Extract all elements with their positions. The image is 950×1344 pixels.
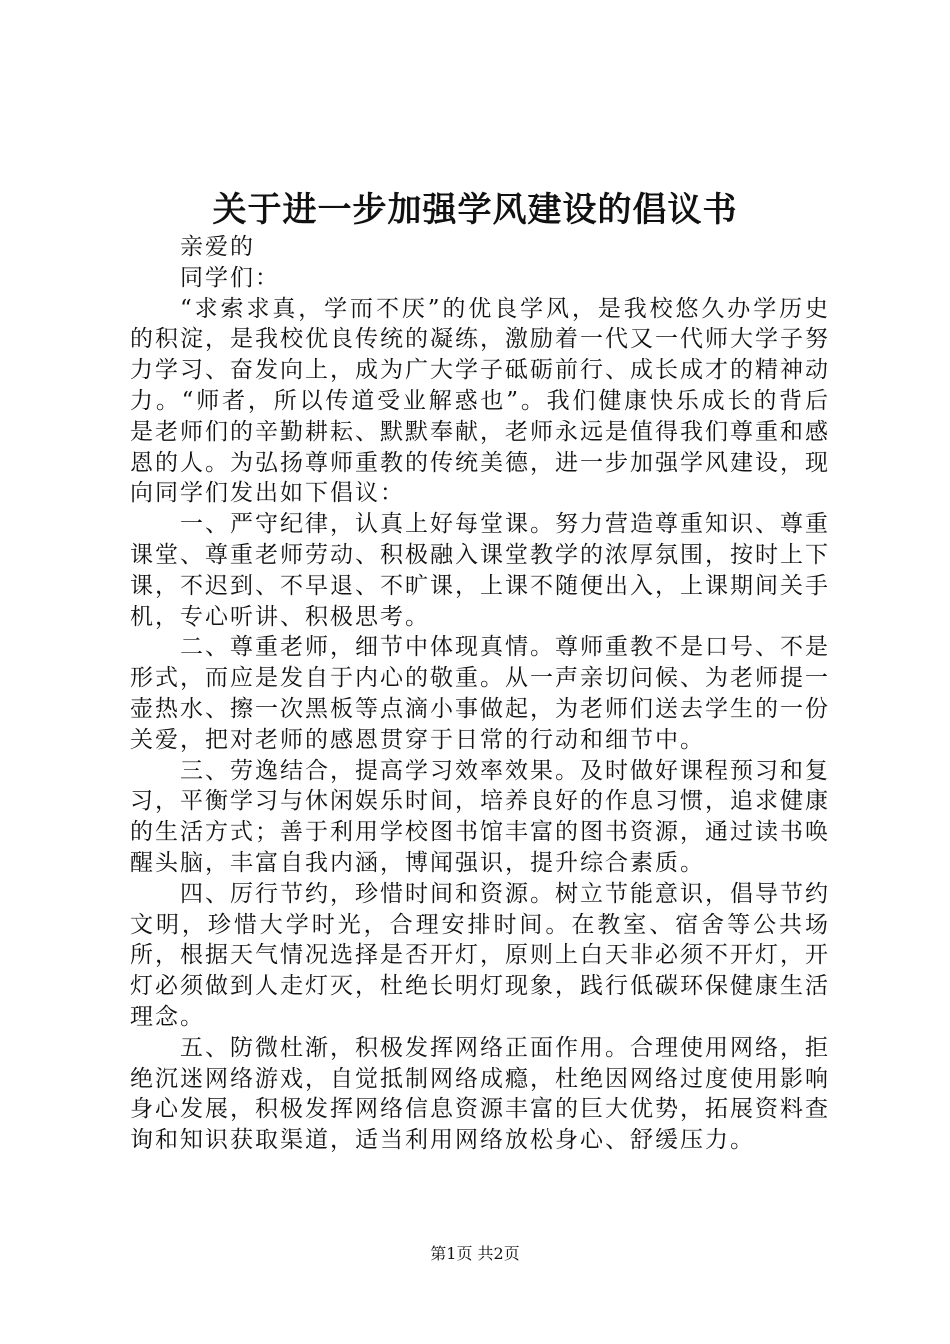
paragraph-proposal-2: 二、尊重老师，细节中体现真情。尊师重教不是口号、不是形式，而应是发自于内心的敬重。从一声亲切问候、为老师提一壶热水、擦一次黑板等点滴小事做起，为老师们送去学生的一份关爱，把对老师的感恩贯穿于日常的行动和细节中。 — [130, 634, 830, 753]
paragraph-proposal-3: 三、劳逸结合，提高学习效率效果。及时做好课程预习和复习，平衡学习与休闲娱乐时间，培养良好的作息习惯，追求健康的生活方式；善于利用学校图书馆丰富的图书资源，通过读书唤醒头脑，丰富自我内涵，博闻强识，提升综合素质。 — [130, 757, 830, 876]
document-title: 关于进一步加强学风建设的倡议书 — [212, 190, 738, 230]
paragraph-proposal-1: 一、严守纪律，认真上好每堂课。努力营造尊重知识、尊重课堂、尊重老师劳动、积极融入课堂教学的浓厚氛围，按时上下课，不迟到、不早退、不旷课，上课不随便出入，上课期间关手机，专心听讲、积极思考。 — [130, 511, 830, 630]
paragraph-proposal-4: 四、厉行节约，珍惜时间和资源。树立节能意识，倡导节约文明，珍惜大学时光，合理安排时间。在教室、宿舍等公共场所，根据天气情况选择是否开灯，原则上白天非必须不开灯，开灯必须做到人走灯灭，杜绝长明灯现象，践行低碳环保健康生活理念。 — [130, 880, 830, 1030]
paragraph-proposal-5: 五、防微杜渐，积极发挥网络正面作用。合理使用网络，拒绝沉迷网络游戏，自觉抵制网络成瘾，杜绝因网络过度使用影响身心发展，积极发挥网络信息资源丰富的巨大优势，拓展资料查询和知识获取渠道，适当利用网络放松身心、舒缓压力。 — [130, 1034, 830, 1154]
document-body — [130, 232, 830, 1156]
paragraph-intro: “求索求真，学而不厌”的优良学风，是我校悠久办学历史的积淀，是我校优良传统的凝练，激励着一代又一代师大学子努力学习、奋发向上，成为广大学子砥砺前行、成长成才的精神动力。“师者，所以传道受业解惑也”。我们健康快乐成长的背后是老师们的辛勤耕耘、默默奉献，老师永远是值得我们尊重和感恩的人。为弘扬尊师重教的传统美德，进一步加强学风建设，现向同学们发出如下倡议： — [130, 295, 830, 507]
salutation-line-1: 亲爱的 — [180, 234, 255, 260]
salutation-line-2: 同学们： — [180, 264, 280, 291]
page-footer: 第1页 共2页 — [430, 1244, 520, 1263]
